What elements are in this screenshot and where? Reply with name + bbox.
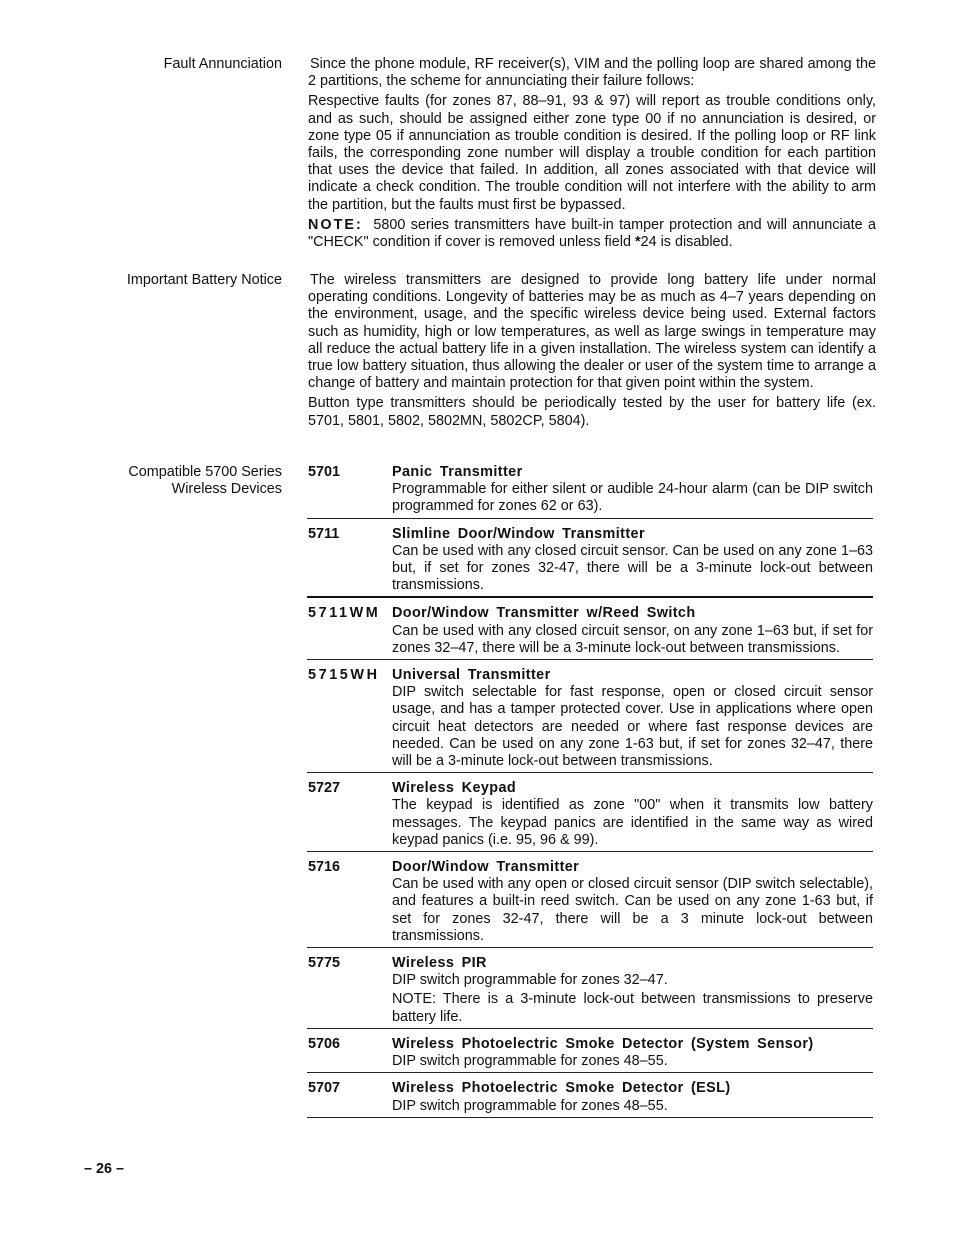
fault-paragraph-1: Since the phone module, RF receiver(s), VIM and the polling loop are shared among the 2 partitions, the scheme for annunciating their failure follows: xyxy=(308,56,876,90)
device-description: Can be used with any open or closed circuit sensor (DIP switch selectable), and features a built-in reed switch. Can be used on any zone 1-63 but, if set for zones 32-47, there will be a 3 minute lock-out between transmissions. xyxy=(392,876,873,944)
device-description: The keypad is identified as zone "00" when it transmits low battery messages. The keypad panics are identified in the same way as wired keypad panics (i.e. 95, 96 & 99). xyxy=(392,797,873,848)
device-description: DIP switch programmable for zones 48–55. xyxy=(392,1053,668,1070)
device-list xyxy=(307,463,873,1118)
device-model: 5716 xyxy=(308,859,341,876)
device-row xyxy=(307,598,873,660)
compatible-devices-label xyxy=(0,464,282,498)
device-description: DIP switch selectable for fast response, open or closed circuit sensor usage, and has a tamper protected cover. Use in applications where open circuit heat detectors are needed or where fast response devices are needed. Can be used on any zone 1-63 but, if set for zones 32–47, there will be a 3-minute lock-out between transmissions. xyxy=(392,684,873,770)
device-description: Can be used with any closed circuit sensor, on any zone 1–63 but, if set for zones 32–47, there will be a 3-minute lock-out between transmissions. xyxy=(392,622,873,656)
device-description: DIP switch programmable for zones 48–55. xyxy=(392,1097,668,1114)
battery-paragraph-2: Button type transmitters should be periodically tested by the user for battery life (ex. 5701, 5801, 5802, 5802MN, 5802CP, 5804). xyxy=(308,395,876,429)
device-model: 5711WM xyxy=(308,605,381,622)
device-model: 5715WH xyxy=(308,667,380,684)
battery-notice-label: Important Battery Notice xyxy=(126,272,282,288)
note-text: 5800 series transmitters have built-in tamper protection and will annunciate a "CHECK" condition if cover is removed unless field xyxy=(308,216,876,251)
device-row xyxy=(307,773,873,852)
device-title: Panic Transmitter xyxy=(392,464,523,480)
fault-note xyxy=(308,217,876,251)
device-row xyxy=(307,1029,873,1073)
device-description: Programmable for either silent or audible 24-hour alarm (can be DIP switch programmed for zones 62 or 63). xyxy=(392,481,873,515)
compatible-label-line-2: Wireless Devices xyxy=(171,481,282,497)
device-description: Can be used with any closed circuit sensor. Can be used on any zone 1–63 but, if set for zones 32-47, there will be a 3-minute lock-out between transmissions. xyxy=(392,542,873,594)
device-description: DIP switch programmable for zones 32–47. xyxy=(392,972,668,989)
device-row xyxy=(307,1073,873,1117)
device-title: Universal Transmitter xyxy=(392,667,551,684)
device-row xyxy=(307,660,873,773)
note-label: NOTE: xyxy=(308,216,363,233)
fault-paragraph-2: Respective faults (for zones 87, 88–91, 93 & 97) will report as trouble conditions only, and as such, should be assigned either zone type 00 if no annunciation is desired, or zone type 05 if annunciation as trouble condition is desired. If the polling loop or RF link fails, the corresponding zone number will display a trouble condition for each partition that uses the device that failed. In addition, all zones associated with that device will indicate a check condition. The trouble condition will not interfere with the ability to arm the partition, but the faults must first be bypassed. xyxy=(308,93,876,213)
device-row xyxy=(307,948,873,1029)
device-model: 5727 xyxy=(308,780,341,797)
device-model: 5706 xyxy=(308,1035,341,1052)
device-title: Wireless Photoelectric Smoke Detector (System Sensor) xyxy=(392,1035,814,1052)
device-model: 5707 xyxy=(308,1080,341,1097)
page-number: – 26 – xyxy=(84,1161,125,1177)
device-row xyxy=(307,519,873,599)
device-model: 5711 xyxy=(308,525,340,542)
device-note: NOTE: There is a 3-minute lock-out between transmissions to preserve battery life. xyxy=(392,991,873,1025)
device-row xyxy=(307,463,873,519)
device-row xyxy=(307,852,873,948)
device-title: Wireless Photoelectric Smoke Detector (ESL) xyxy=(392,1080,731,1097)
battery-notice-section xyxy=(308,272,876,433)
device-model: 5775 xyxy=(308,955,341,972)
compatible-label-line-1: Compatible 5700 Series xyxy=(128,464,282,480)
device-title: Wireless PIR xyxy=(392,955,487,972)
device-model: 5701 xyxy=(308,464,341,480)
device-title: Wireless Keypad xyxy=(392,780,517,797)
note-field-star: * xyxy=(634,234,641,251)
device-title: Slimline Door/Window Transmitter xyxy=(392,525,645,542)
fault-annunciation-section xyxy=(308,56,876,254)
device-title: Door/Window Transmitter xyxy=(392,859,580,876)
fault-annunciation-label: Fault Annunciation xyxy=(163,56,282,72)
battery-paragraph-1: The wireless transmitters are designed to provide long battery life under normal operating conditions. Longevity of batteries may be as much as 4–7 years depending on the environment, usage, and the specific wireless device being used. External factors such as humidity, high or low temperatures, as well as large swings in temperature may all reduce the actual battery life in a given installation. The wireless system can identify a true low battery situation, thus allowing the dealer or user of the system time to arrange a change of battery and maintain protection for that given point within the system. xyxy=(308,272,876,392)
device-title: Door/Window Transmitter w/Reed Switch xyxy=(392,605,696,622)
note-end: 24 is disabled. xyxy=(640,234,733,251)
